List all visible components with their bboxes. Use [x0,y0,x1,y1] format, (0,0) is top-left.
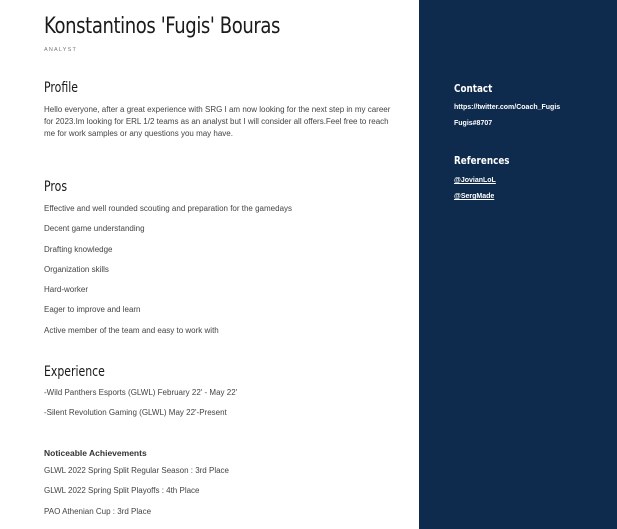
experience-list [44,388,237,429]
achievements-list [44,466,229,527]
references-heading: References [454,154,510,167]
achievements-heading: Noticeable Achievements [44,448,147,458]
pros-item: Hard-worker [44,285,89,295]
reference-link[interactable]: @SergMade [454,193,495,200]
pros-item: Decent game understanding [44,224,145,234]
pros-list [44,204,292,346]
profile-text: Hello everyone, after a great experience with SRG I am now looking for the next step in my career for 2023.Im looking for ERL 1/2 teams as an analyst but I will consider all offers.Feel free to reach me for work samples or any questions you may have. [44,105,391,138]
pros-item: Eager to improve and learn [44,305,141,315]
experience-item: -Silent Revolution Gaming (GLWL) May 22'-Present [44,408,227,418]
candidate-name: Konstantinos 'Fugis' Bouras [44,14,281,39]
candidate-role: ANALYST [44,47,78,53]
pros-item: Drafting knowledge [44,244,113,254]
achievement-item: PAO Athenian Cup : 3rd Place [44,506,152,516]
contact-heading: Contact [454,82,493,95]
profile-heading: Profile [44,80,78,96]
contact-twitter-link[interactable]: https://twitter.com/Coach_Fugis [454,104,561,111]
reference-link[interactable]: @JovianLoL [454,177,496,184]
sidebar [419,0,617,529]
pros-item: Active member of the team and easy to work with [44,325,219,335]
contact-discord-handle: Fugis#8707 [454,120,493,127]
references-list [454,176,496,208]
experience-heading: Experience [44,364,105,380]
achievement-item: GLWL 2022 Spring Split Regular Season : 3rd Place [44,466,229,475]
pros-heading: Pros [44,179,68,195]
experience-item: -Wild Panthers Esports (GLWL) February 22' - May 22' [44,388,238,397]
pros-item: Effective and well rounded scouting and preparation for the gamedays [44,204,293,213]
contact-list [454,103,560,135]
reference-item [454,192,496,208]
reference-item [454,176,496,192]
pros-item: Organization skills [44,264,109,274]
achievement-item: GLWL 2022 Spring Split Playoffs : 4th Place [44,486,200,496]
